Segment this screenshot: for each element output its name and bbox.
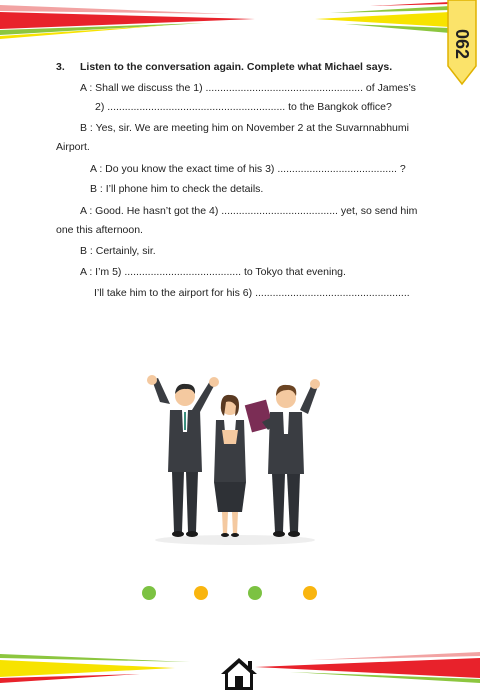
question-number: 3. [56, 61, 65, 73]
page-number: 062 [452, 28, 473, 60]
top-right-stripes [310, 0, 450, 40]
dialogue-line: A : I’m 5) ........................................ to Tokyo that evening. [80, 266, 346, 278]
orange-dot-1 [194, 586, 208, 600]
home-button[interactable] [219, 656, 259, 692]
home-icon [219, 656, 259, 692]
dialogue-line: A : Shall we discuss the 1) ...................................................... of James’s [80, 82, 416, 94]
man-left-figure [147, 375, 219, 537]
top-left-stripes [0, 0, 260, 40]
dialogue-line: B : Certainly, sir. [80, 245, 156, 257]
orange-dot-2 [303, 586, 317, 600]
business-people-illustration [140, 372, 330, 547]
question-instruction: Listen to the conversation again. Complete what Michael says. [80, 61, 393, 73]
dialogue-line: Airport. [56, 141, 90, 153]
green-dot-1 [142, 586, 156, 600]
bottom-left-stripes [0, 648, 200, 688]
dialogue-line: B : Yes, sir. We are meeting him on November 2 at the Suvarnnabhumi [80, 122, 409, 134]
dialogue-line: A : Do you know the exact time of his 3) ......................................... ? [90, 163, 406, 175]
dialogue-line: I’ll take him to the airport for his 6) ..................................................... [94, 287, 410, 299]
bottom-right-stripes [250, 648, 480, 688]
dialogue-line: one this afternoon. [56, 224, 143, 236]
man-right-figure [245, 379, 320, 537]
woman-figure [214, 395, 246, 537]
dialogue-line: B : I’ll phone him to check the details. [90, 183, 264, 195]
dialogue-line: A : Good. He hasn’t got the 4) ........................................ yet, so send him [80, 205, 418, 217]
dialogue-line: 2) ............................................................. to the Bangkok office? [95, 101, 392, 113]
green-dot-2 [248, 586, 262, 600]
